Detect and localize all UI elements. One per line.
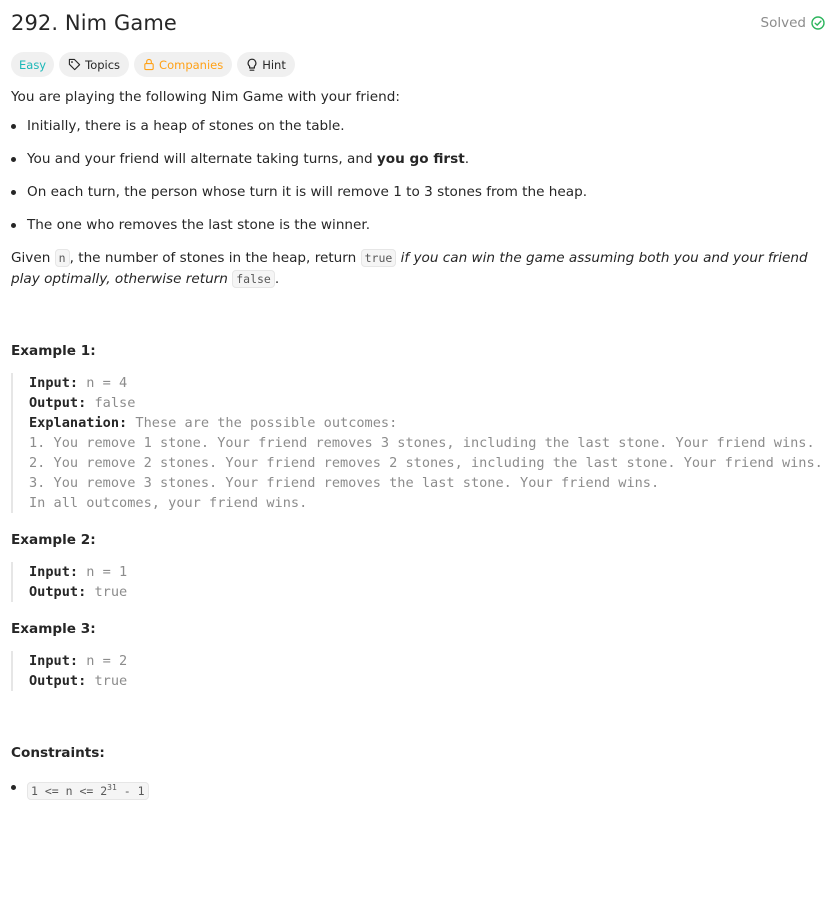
input-label: Input: [29, 564, 79, 580]
inline-code-false: false [232, 270, 275, 288]
constraint-code [27, 782, 149, 800]
tag-icon [68, 58, 81, 71]
example-1-heading: Example 1: [11, 343, 96, 359]
companies-button[interactable] [134, 52, 232, 77]
output-label: Output: [29, 584, 87, 600]
tag-chips [11, 52, 825, 77]
list-item [11, 149, 825, 170]
list-item: Initially, there is a heap of stones on the table. [11, 116, 825, 137]
rule-end: . [464, 151, 470, 167]
companies-label: Companies [159, 57, 224, 72]
list-item: The one who removes the last stone is the winner. [11, 215, 825, 236]
difficulty-label: Easy [19, 57, 47, 72]
solved-label: Solved [760, 15, 806, 31]
input-value: n = 1 [78, 564, 128, 580]
problem-description [11, 8, 825, 802]
output-value: true [86, 673, 128, 689]
hint-button[interactable] [237, 52, 295, 77]
output-label: Output: [29, 395, 87, 411]
constraint-tail: - 1 [116, 783, 145, 798]
lock-icon [143, 58, 155, 71]
output-value: true [86, 584, 128, 600]
constraint-exponent: 31 [107, 783, 117, 792]
lightbulb-icon [246, 58, 258, 72]
inline-code-true: true [361, 249, 397, 267]
input-label: Input: [29, 375, 79, 391]
rules-list [11, 116, 825, 236]
list-item: On each turn, the person whose turn it is will remove 1 to 3 stones from the heap. [11, 182, 825, 203]
example-1-block [11, 373, 825, 513]
inline-code-n: n [55, 249, 70, 267]
explanation-text: These are the possible outcomes: 1. You remove 1 stone. Your friend removes 3 stones, including the last stone. Your friend wins. 2. You remove 2 stones. Your friend removes 2 stones, including the last stone. Your friend wins. 3. You remove 3 stones. Your friend removes the last stone. Your friend wins. In all outcomes, your friend wins. [29, 415, 823, 511]
check-circle-icon [811, 16, 825, 30]
solved-status [761, 15, 825, 31]
output-label: Output: [29, 673, 87, 689]
input-value: n = 2 [78, 653, 128, 669]
constraints-heading: Constraints: [11, 745, 105, 761]
title-row [11, 8, 825, 38]
given-italic-text: if you can win the game assuming both you and your friend play optimally, otherwise return [11, 250, 808, 287]
example-3-block [11, 651, 825, 691]
description-intro: You are playing the following Nim Game with your friend: [11, 89, 400, 105]
example-2-heading: Example 2: [11, 532, 96, 548]
given-text: Given [11, 250, 55, 266]
rule-bold-text: you go first [376, 151, 465, 167]
constraint-base: 1 <= n <= 2 [31, 783, 108, 798]
given-text: . [274, 271, 280, 287]
list-item [11, 777, 825, 802]
explanation-label: Explanation: [29, 415, 128, 431]
problem-title[interactable]: 292. Nim Game [11, 11, 177, 35]
constraints-list [11, 777, 825, 802]
problem-statement [11, 248, 825, 290]
rule-text: You and your friend will alternate taking turns, and [27, 151, 377, 167]
difficulty-badge [11, 52, 54, 77]
hint-label: Hint [262, 57, 286, 72]
topics-label: Topics [85, 57, 121, 72]
input-value: n = 4 [78, 375, 128, 391]
example-2-block [11, 562, 825, 602]
topics-button[interactable] [59, 52, 129, 77]
example-3-heading: Example 3: [11, 621, 96, 637]
given-text: , the number of stones in the heap, return [69, 250, 361, 266]
output-value: false [86, 395, 136, 411]
input-label: Input: [29, 653, 79, 669]
